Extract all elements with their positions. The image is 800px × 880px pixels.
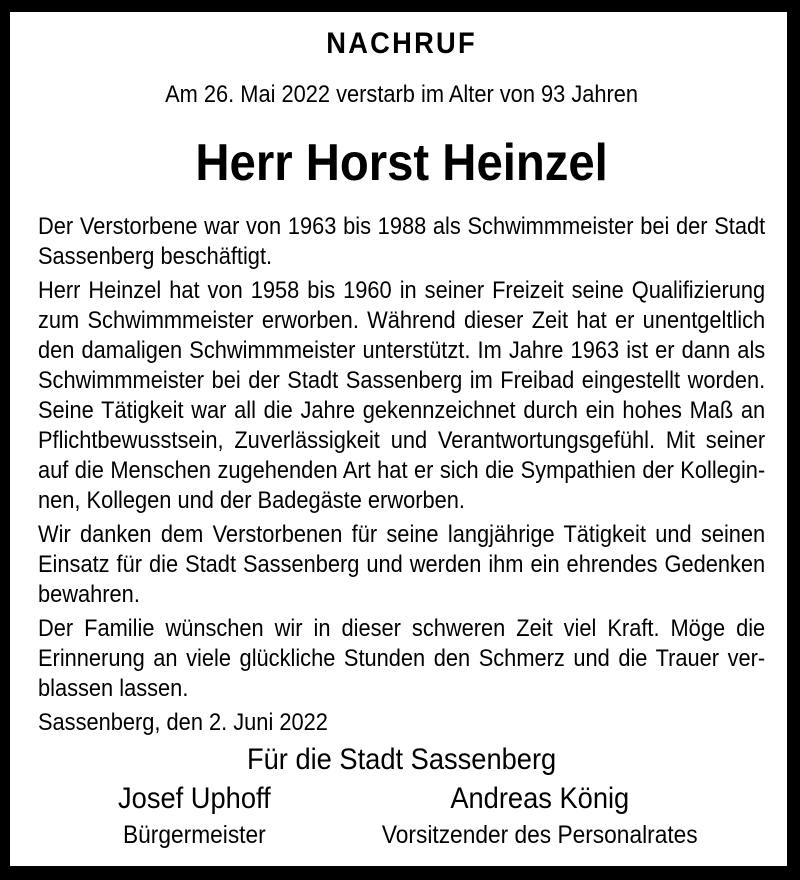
signature-row xyxy=(38,781,765,850)
body-paragraph: Der Verstorbene war von 1963 bis 1988 als Schwimmmeister bei der Stadt Sassenberg beschäftigt. xyxy=(38,213,766,270)
signature-name: Andreas König xyxy=(450,782,630,815)
death-announcement-line: Am 26. Mai 2022 verstarb im Alter von 93 Jahren xyxy=(165,81,639,108)
deceased-name: Herr Horst Heinzel xyxy=(195,134,608,192)
signature-left xyxy=(38,781,351,850)
obituary-body xyxy=(38,212,765,738)
closing-line: Für die Stadt Sassenberg xyxy=(246,743,557,776)
body-paragraph: Wir danken dem Verstorbenen für seine langjährige Tätigkeit und seinen Einsatz für die Stadt Sassenberg und werden ihm ein ehrendes Gedenken bewahren. xyxy=(38,521,766,608)
signature-right xyxy=(351,781,729,850)
signature-role: Vorsitzender des Personalrates xyxy=(381,821,698,849)
dateline: Sassenberg, den 2. Juni 2022 xyxy=(38,709,328,736)
signature-name: Josef Uphoff xyxy=(118,782,271,815)
body-paragraph: Herr Heinzel hat von 1958 bis 1960 in seiner Freizeit seine Qualifizierung zum Schwimmmeister erworben. Während dieser Zeit hat er unentgeltlich den damaligen Schwimmmeister unterstützt. Im Jahre 1963 ist er dann als Schwimmmeister bei der Stadt Sassenberg im Freibad eingestellt worden. Seine Tätigkeit war all die Jahre gekennzeichnet durch ein hohes Maß an Pflichtbewusstsein, Zuverlässigkeit und Verantwortungsgefühl. Mit seiner auf die Menschen zugehenden Art hat er sich die Sympathien der Kolleginnen, Kollegen und der Badegäste erworben. xyxy=(38,277,766,514)
signature-role: Bürgermeister xyxy=(122,821,266,849)
notice-kicker: NACHRUF xyxy=(326,27,477,60)
obituary-content xyxy=(38,12,765,850)
obituary-sheet xyxy=(10,12,787,866)
body-paragraph: Der Familie wünschen wir in dieser schweren Zeit viel Kraft. Möge die Erinnerung an viele glückliche Stunden den Schmerz und die Trauer verblassen lassen. xyxy=(38,615,766,702)
